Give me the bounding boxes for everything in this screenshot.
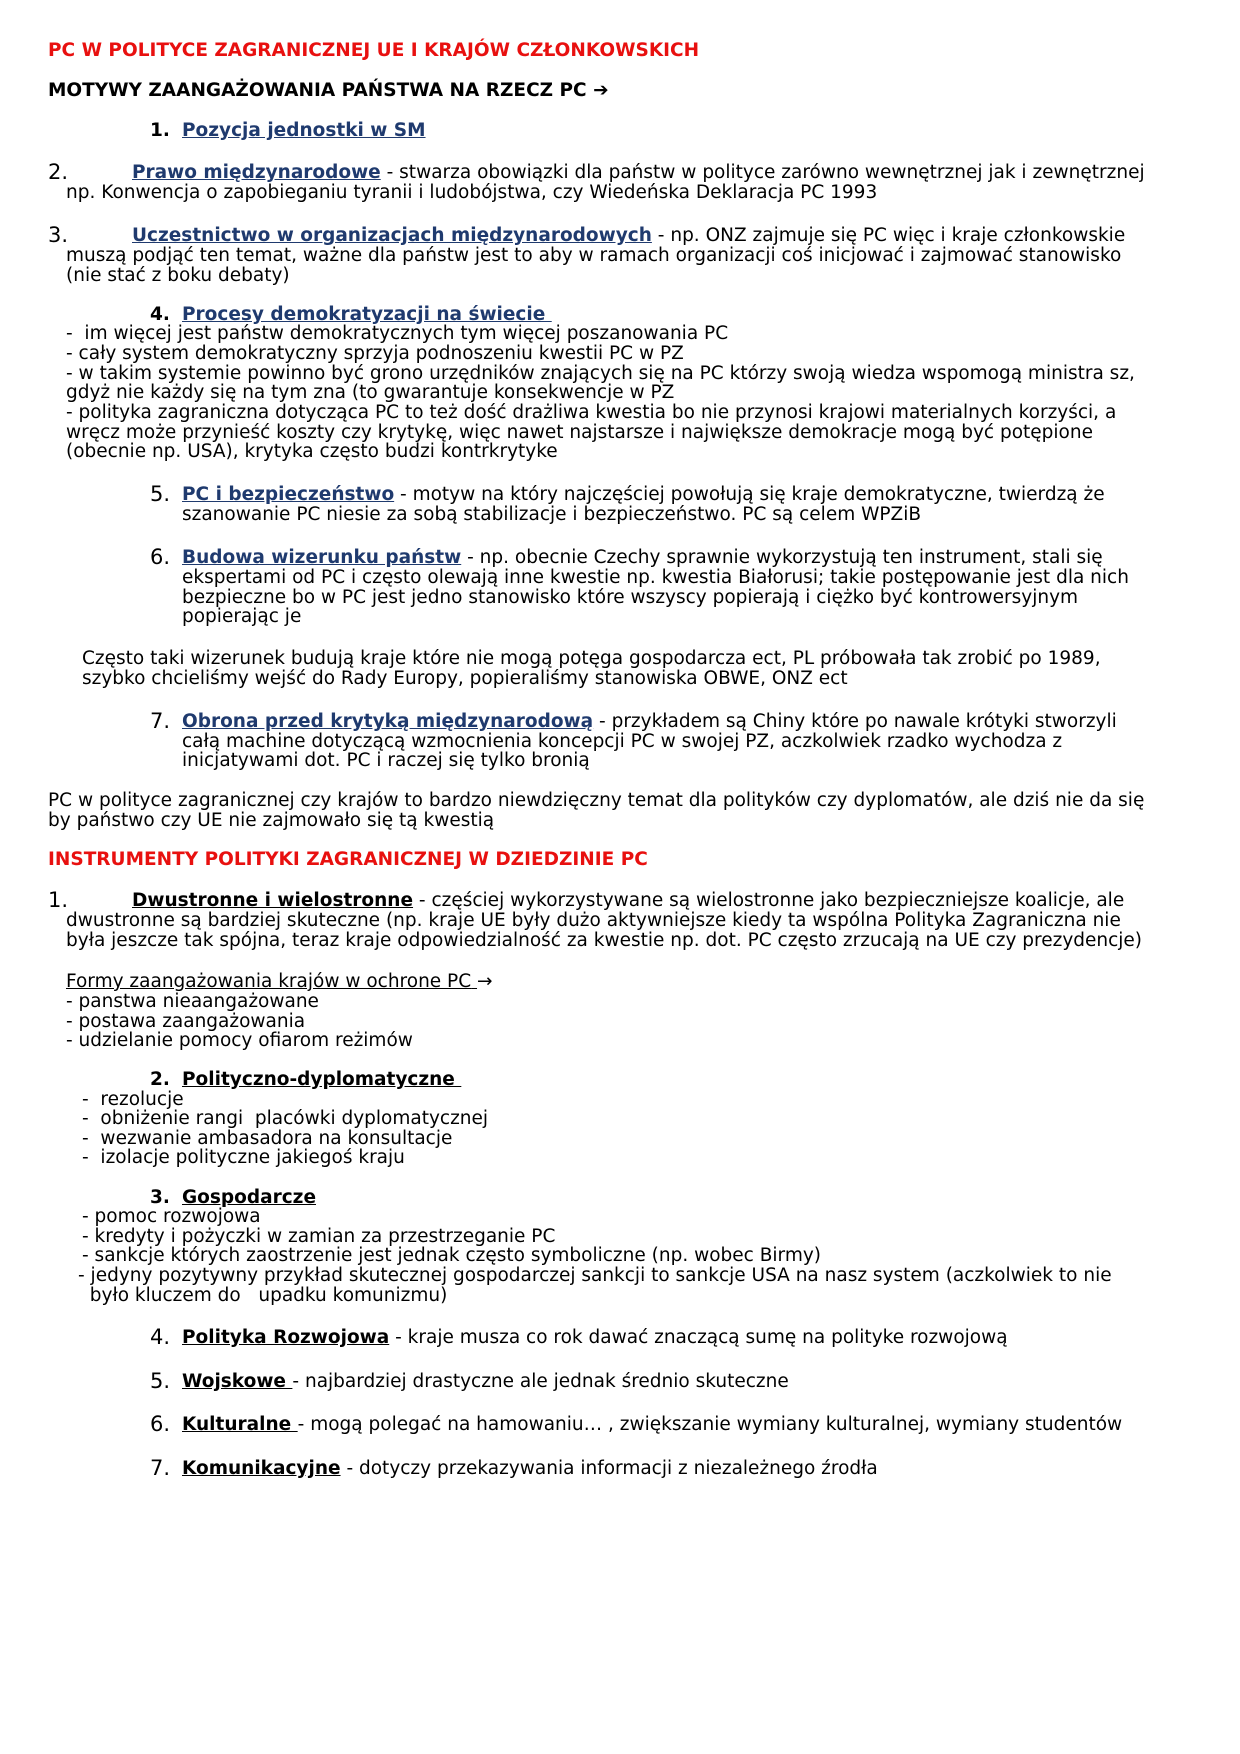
right-arrow-icon: ➔ xyxy=(593,80,609,101)
motive-number-4: 4. xyxy=(150,304,170,325)
instrument-2-item-3: - wezwanie ambasadora na konsultacje xyxy=(82,1128,453,1149)
instrument-text-7: - dotyczy przekazywania informacji z niezależnego źrodła xyxy=(340,1458,878,1479)
instrument-line-5 xyxy=(182,1371,789,1393)
instrument-line-7 xyxy=(182,1458,878,1480)
right-arrow-icon: → xyxy=(477,971,493,992)
motive-cont-4-5: - polityka zagraniczna dotycząca PC to też dość drażliwa kwestia bo nie przynosi krajowi materialnych korzyści, a xyxy=(66,402,1117,423)
motive-number-7: 7. xyxy=(150,709,171,733)
motive-title-1[interactable]: Pozycja jednostki w SM xyxy=(182,120,426,141)
motive-number-3: 3. xyxy=(48,223,69,247)
note-line-1: Często taki wizerunek budują kraje które nie mogą potęga gospodarcza ect, PL próbowała tak zrobić po 1989, xyxy=(82,648,1101,669)
instrument-title-2: Polityczno-dyplomatyczne xyxy=(182,1069,462,1090)
instrument-line-6 xyxy=(182,1414,1122,1436)
motive-number-1: 1. xyxy=(150,120,170,141)
motive-text-2: - stwarza obowiązki dla państw w polityce zarówno wewnętrznej jak i zewnętrznej xyxy=(380,162,1145,183)
motive-text-3: - np. ONZ zajmuje się PC więc i kraje członkowskie xyxy=(651,225,1126,246)
motive-text-6: - np. obecnie Czechy sprawnie wykorzystują ten instrument, stali się xyxy=(461,547,1103,568)
instrument-number-3: 3. xyxy=(150,1187,170,1208)
motive-title-3[interactable]: Uczestnictwo w organizacjach międzynarodowych xyxy=(132,225,652,246)
instrument-number-5: 5. xyxy=(150,1369,171,1393)
document-title: PC W POLITYCE ZAGRANICZNEJ UE I KRAJÓW CZŁONKOWSKICH xyxy=(48,40,700,61)
instrument-title-5: Wojskowe xyxy=(182,1371,293,1392)
motive-cont-6-2: bezpieczne bo w PC jest jedno stanowisko które wszyscy popierają i ciężko być kontrowersyjnym xyxy=(182,587,1079,608)
instrument-number-1: 1. xyxy=(48,888,69,912)
motive-line-3 xyxy=(132,225,1125,247)
instrument-3-item-1: - pomoc rozwojowa xyxy=(82,1206,261,1227)
motive-title-7[interactable]: Obrona przed krytyką międzynarodową xyxy=(182,711,594,732)
instruments-heading: INSTRUMENTY POLITYKI ZAGRANICZNEJ W DZIEDZINIE PC xyxy=(48,849,648,870)
motive-number-2: 2. xyxy=(48,160,69,184)
instrument-line-4 xyxy=(182,1327,1008,1349)
motive-cont-4-1: - im więcej jest państw demokratycznych tym więcej poszanowania PC xyxy=(66,323,729,344)
motive-cont-6-1: ekspertami od PC i często olewają inne kwestie np. kwestia Białorusi; takie postępowanie jest dla nich xyxy=(182,567,1129,588)
instrument-title-4: Polityka Rozwojowa xyxy=(182,1327,390,1348)
summary-line-1: PC w polityce zagranicznej czy krajów to bardzo niewdzięczny temat dla polityków czy dyplomatów, ale dziś nie da się xyxy=(48,790,1145,811)
forms-title-text: Formy zaangażowania krajów w ochrone PC xyxy=(66,971,472,992)
motive-text-7: - przykładem są Chiny które po nawale krótyki stworzyli xyxy=(593,711,1117,732)
motive-title-2[interactable]: Prawo międzynarodowe xyxy=(132,162,381,183)
motive-title-4[interactable]: Procesy demokratyzacji na świecie xyxy=(182,304,552,325)
summary-line-2: by państwo czy UE nie zajmowało się tą kwestią xyxy=(48,810,495,831)
motive-line-2 xyxy=(132,162,1145,184)
instrument-text-5: - najbardziej drastyczne ale jednak średnio skuteczne xyxy=(292,1371,789,1392)
instrument-number-2: 2. xyxy=(150,1069,170,1090)
instrument-3-item-4: - jedyny pozytywny przykład skutecznej gospodarczej sankcji to sankcje USA na nasz system (aczkolwiek to nie xyxy=(78,1265,1112,1286)
instrument-cont-1-1: dwustronne są bardziej skuteczne (np. kraje UE były dużo aktywniejsze kiedy ta wspólna Polityka Zagraniczna nie xyxy=(66,910,1121,931)
motive-cont-4-4: gdyż nie każdy się na tym zna (to gwarantuje konsekwencje w PZ xyxy=(66,382,675,403)
motive-number-5: 5. xyxy=(150,482,171,506)
motive-number-6: 6. xyxy=(150,545,171,569)
motives-heading-text: MOTYWY ZAANGAŻOWANIA PAŃSTWA NA RZECZ PC xyxy=(48,80,587,101)
instrument-3-item-5: było kluczem do upadku komunizmu) xyxy=(78,1285,448,1306)
instrument-text-4: - kraje musza co rok dawać znaczącą sumę na polityke rozwojową xyxy=(389,1327,1008,1348)
motive-title-5[interactable]: PC i bezpieczeństwo xyxy=(182,484,395,505)
instrument-2-item-1: - rezolucje xyxy=(82,1089,184,1110)
motive-cont-7-2: inicjatywami dot. PC i raczej się tylko bronią xyxy=(182,750,590,771)
instrument-title-7: Komunikacyjne xyxy=(182,1458,341,1479)
instrument-title-1: Dwustronne i wielostronne xyxy=(132,890,414,911)
forms-item-3: - udzielanie pomocy ofiarom reżimów xyxy=(66,1030,413,1051)
forms-item-2: - postawa zaangażowania xyxy=(66,1011,306,1032)
instrument-3-item-2: - kredyty i pożyczki w zamian za przestrzeganie PC xyxy=(82,1226,556,1247)
motive-text-5: - motyw na który najczęściej powołują się kraje demokratyczne, twierdzą że xyxy=(394,484,1105,505)
motive-cont-2-1: np. Konwencja o zapobieganiu tyranii i ludobójstwa, czy Wiedeńska Deklaracja PC 1993 xyxy=(66,182,878,203)
instrument-number-6: 6. xyxy=(150,1412,171,1436)
motive-title-6[interactable]: Budowa wizerunku państw xyxy=(182,547,462,568)
forms-item-1: - panstwa nieaangażowane xyxy=(66,991,319,1012)
motive-line-5 xyxy=(182,484,1105,506)
instrument-number-4: 4. xyxy=(150,1325,171,1349)
motive-line-6 xyxy=(182,547,1103,569)
instrument-text-1: - częściej wykorzystywane są wielostronne jako bezpieczniejsze koalicje, ale xyxy=(413,890,1125,911)
instrument-number-7: 7. xyxy=(150,1456,171,1480)
motives-heading xyxy=(48,80,609,102)
motive-cont-3-1: muszą podjąć ten temat, ważne dla państw jest to aby w ramach organizacji coś inicjować i zajmować stanowisko xyxy=(66,245,1122,266)
instrument-2-item-4: - izolacje polityczne jakiegoś kraju xyxy=(82,1147,405,1168)
motive-cont-4-6: wręcz może przynieść koszty czy krytykę, więc nawet najstarsze i największe demokracje mogą być potępione xyxy=(66,422,1093,443)
motive-line-7 xyxy=(182,711,1117,733)
motive-cont-4-7: (obecnie np. USA), krytyka często budzi kontrkrytyke xyxy=(66,441,558,462)
instrument-title-3: Gospodarcze xyxy=(182,1187,316,1208)
forms-title xyxy=(66,971,493,993)
note-line-2: szybko chcieliśmy wejść do Rady Europy, popieraliśmy stanowiska OBWE, ONZ ect xyxy=(82,668,848,689)
motive-cont-7-1: całą machine dotyczącą wzmocnienia koncepcji PC w swojej PZ, aczkolwiek rzadko wychodza z xyxy=(182,731,1063,752)
instrument-cont-1-2: była jeszcze tak spójna, teraz kraje odpowiedzialność za kwestie np. dot. PC często zrzucają na UE czy prezydencje) xyxy=(66,930,1143,951)
motive-cont-6-3: popierając je xyxy=(182,606,302,627)
instrument-line-1 xyxy=(132,890,1124,912)
motive-cont-4-3: - w takim systemie powinno być grono urzędników znających się na PC którzy swoją wiedza wspomogą ministra sz, xyxy=(66,363,1135,384)
instrument-2-item-2: - obniżenie rangi placówki dyplomatycznej xyxy=(82,1108,489,1129)
instrument-text-6: - mogą polegać na hamowaniu… , zwiększanie wymiany kulturalnej, wymiany studentów xyxy=(297,1414,1123,1435)
instrument-3-item-3: - sankcje których zaostrzenie jest jednak często symboliczne (np. wobec Birmy) xyxy=(82,1245,822,1266)
motive-cont-3-2: (nie stać z boku debaty) xyxy=(66,265,290,286)
motive-cont-5-1: szanowanie PC niesie za sobą stabilizacje i bezpieczeństwo. PC są celem WPZiB xyxy=(182,504,922,525)
motive-cont-4-2: - cały system demokratyczny sprzyja podnoszeniu kwestii PC w PZ xyxy=(66,343,684,364)
instrument-title-6: Kulturalne xyxy=(182,1414,298,1435)
